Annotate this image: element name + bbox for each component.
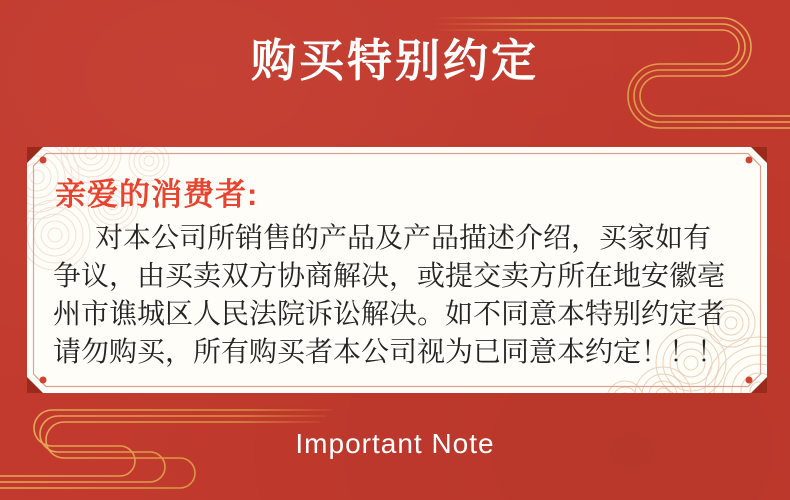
- notice-card: [27, 147, 767, 393]
- page-title: 购买特别约定: [250, 35, 539, 86]
- notice-line-3: 州市谯城区人民法院诉讼解决。如不同意本特别约定者: [53, 298, 726, 329]
- footer-label: Important Note: [295, 428, 495, 459]
- notice-heading: 亲爱的消费者:: [55, 177, 259, 212]
- notice-line-1: 对本公司所销售的产品及产品描述介绍，买家如有: [95, 222, 712, 253]
- notice-body: [53, 219, 743, 371]
- notice-line-4: 请勿购买，所有购买者本公司视为已同意本约定！！！: [53, 336, 726, 367]
- notice-card-content: [27, 147, 767, 393]
- notice-line-2: 争议，由买卖双方协商解决，或提交卖方所在地安徽亳: [53, 260, 726, 291]
